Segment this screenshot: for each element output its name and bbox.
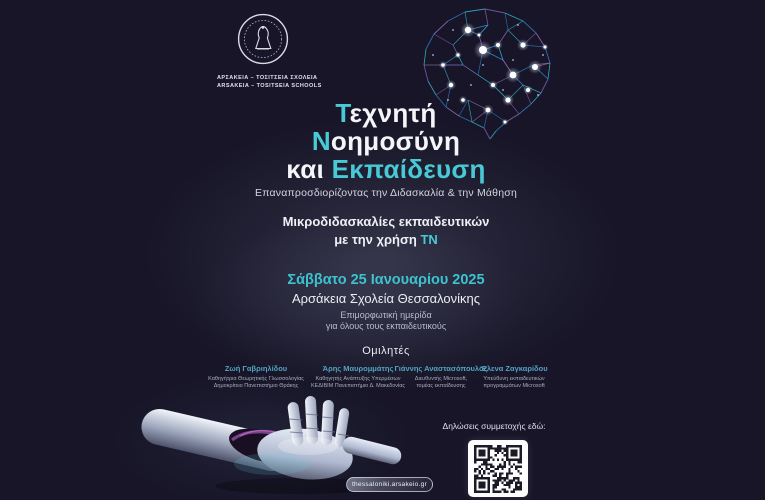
event-notes <box>56 310 716 332</box>
speaker-name: Άρης Μαυρομμάτης <box>322 364 394 373</box>
event-note-1: Επιμορφωτική ημερίδα <box>340 310 432 320</box>
speaker-role-2: προγραμμάτων Microsoft <box>483 383 545 389</box>
school-name-greek: ΑΡΣΑΚΕΙΑ – ΤΟΣΙΤΣΕΙΑ ΣΧΟΛΕΙΑ <box>217 75 318 81</box>
event-date: Σάββατο 25 Ιανουαρίου 2025 <box>287 272 485 288</box>
speaker-column-1 <box>208 364 304 390</box>
event-location: Αρσάκεια Σχολεία Θεσσαλονίκης <box>291 291 481 306</box>
event-block <box>56 272 716 307</box>
speaker-name: Γιάννης Αναστασόπουλος <box>394 364 488 373</box>
main-title <box>56 99 716 183</box>
school-logo <box>217 13 322 90</box>
speaker-role-2: Δημοκρίτειο Πανεπιστήμιο Θράκης <box>213 383 299 389</box>
speaker-role-2: ΚΕΔΙΒΙΜ Πανεπιστήμιο Δ. Μακεδονίας <box>310 383 406 389</box>
event-note-2: για όλους τους εκπαιδευτικούς <box>325 321 447 331</box>
speaker-role-1: Διευθυντής Microsoft, <box>414 376 468 382</box>
program-block <box>56 213 716 249</box>
speaker-role-1: Υπεύθυνη εκπαιδευτικών <box>483 376 545 382</box>
program-line-1: Μικροδιδασκαλίες εκπαιδευτικών <box>282 214 490 229</box>
school-name-english: ARSAKEIA – TOSITSEIA SCHOOLS <box>217 83 322 89</box>
speaker-name: Έλενα Ζαγκαρίδου <box>480 364 548 373</box>
speaker-role-1: Καθηγήτρια Θεωρητικής Γλωσσολογίας <box>208 376 304 382</box>
footer-link-pill[interactable]: thessaloniki.arsakeio.gr <box>346 477 433 492</box>
main-title-line-1: Τεχνητή <box>335 98 437 128</box>
program-line-2: με την χρήση ΤΝ <box>334 232 438 247</box>
speakers-heading: Ομιλητές <box>362 345 410 357</box>
speaker-column-3 <box>394 364 488 390</box>
speaker-column-2 <box>310 364 406 390</box>
speaker-role-1: Καθηγητής Ανάπτυξης Υπερμέσων <box>315 376 401 382</box>
speaker-column-4 <box>474 364 554 390</box>
qr-code <box>468 440 528 497</box>
registration-label: Δηλώσεις συμμετοχής εδώ: <box>442 421 546 431</box>
main-title-line-2: Νοημοσύνη <box>311 126 461 156</box>
speaker-name: Ζωή Γαβριηλίδου <box>224 364 288 373</box>
main-title-line-3: και Εκπαίδευση <box>286 154 486 184</box>
school-seal-icon <box>237 13 289 65</box>
speaker-role-2: τομέας εκπαίδευσης <box>416 383 466 389</box>
title-subtitle: Επαναπροσδιορίζοντας την Διδασκαλία & την Μάθηση <box>255 187 517 199</box>
